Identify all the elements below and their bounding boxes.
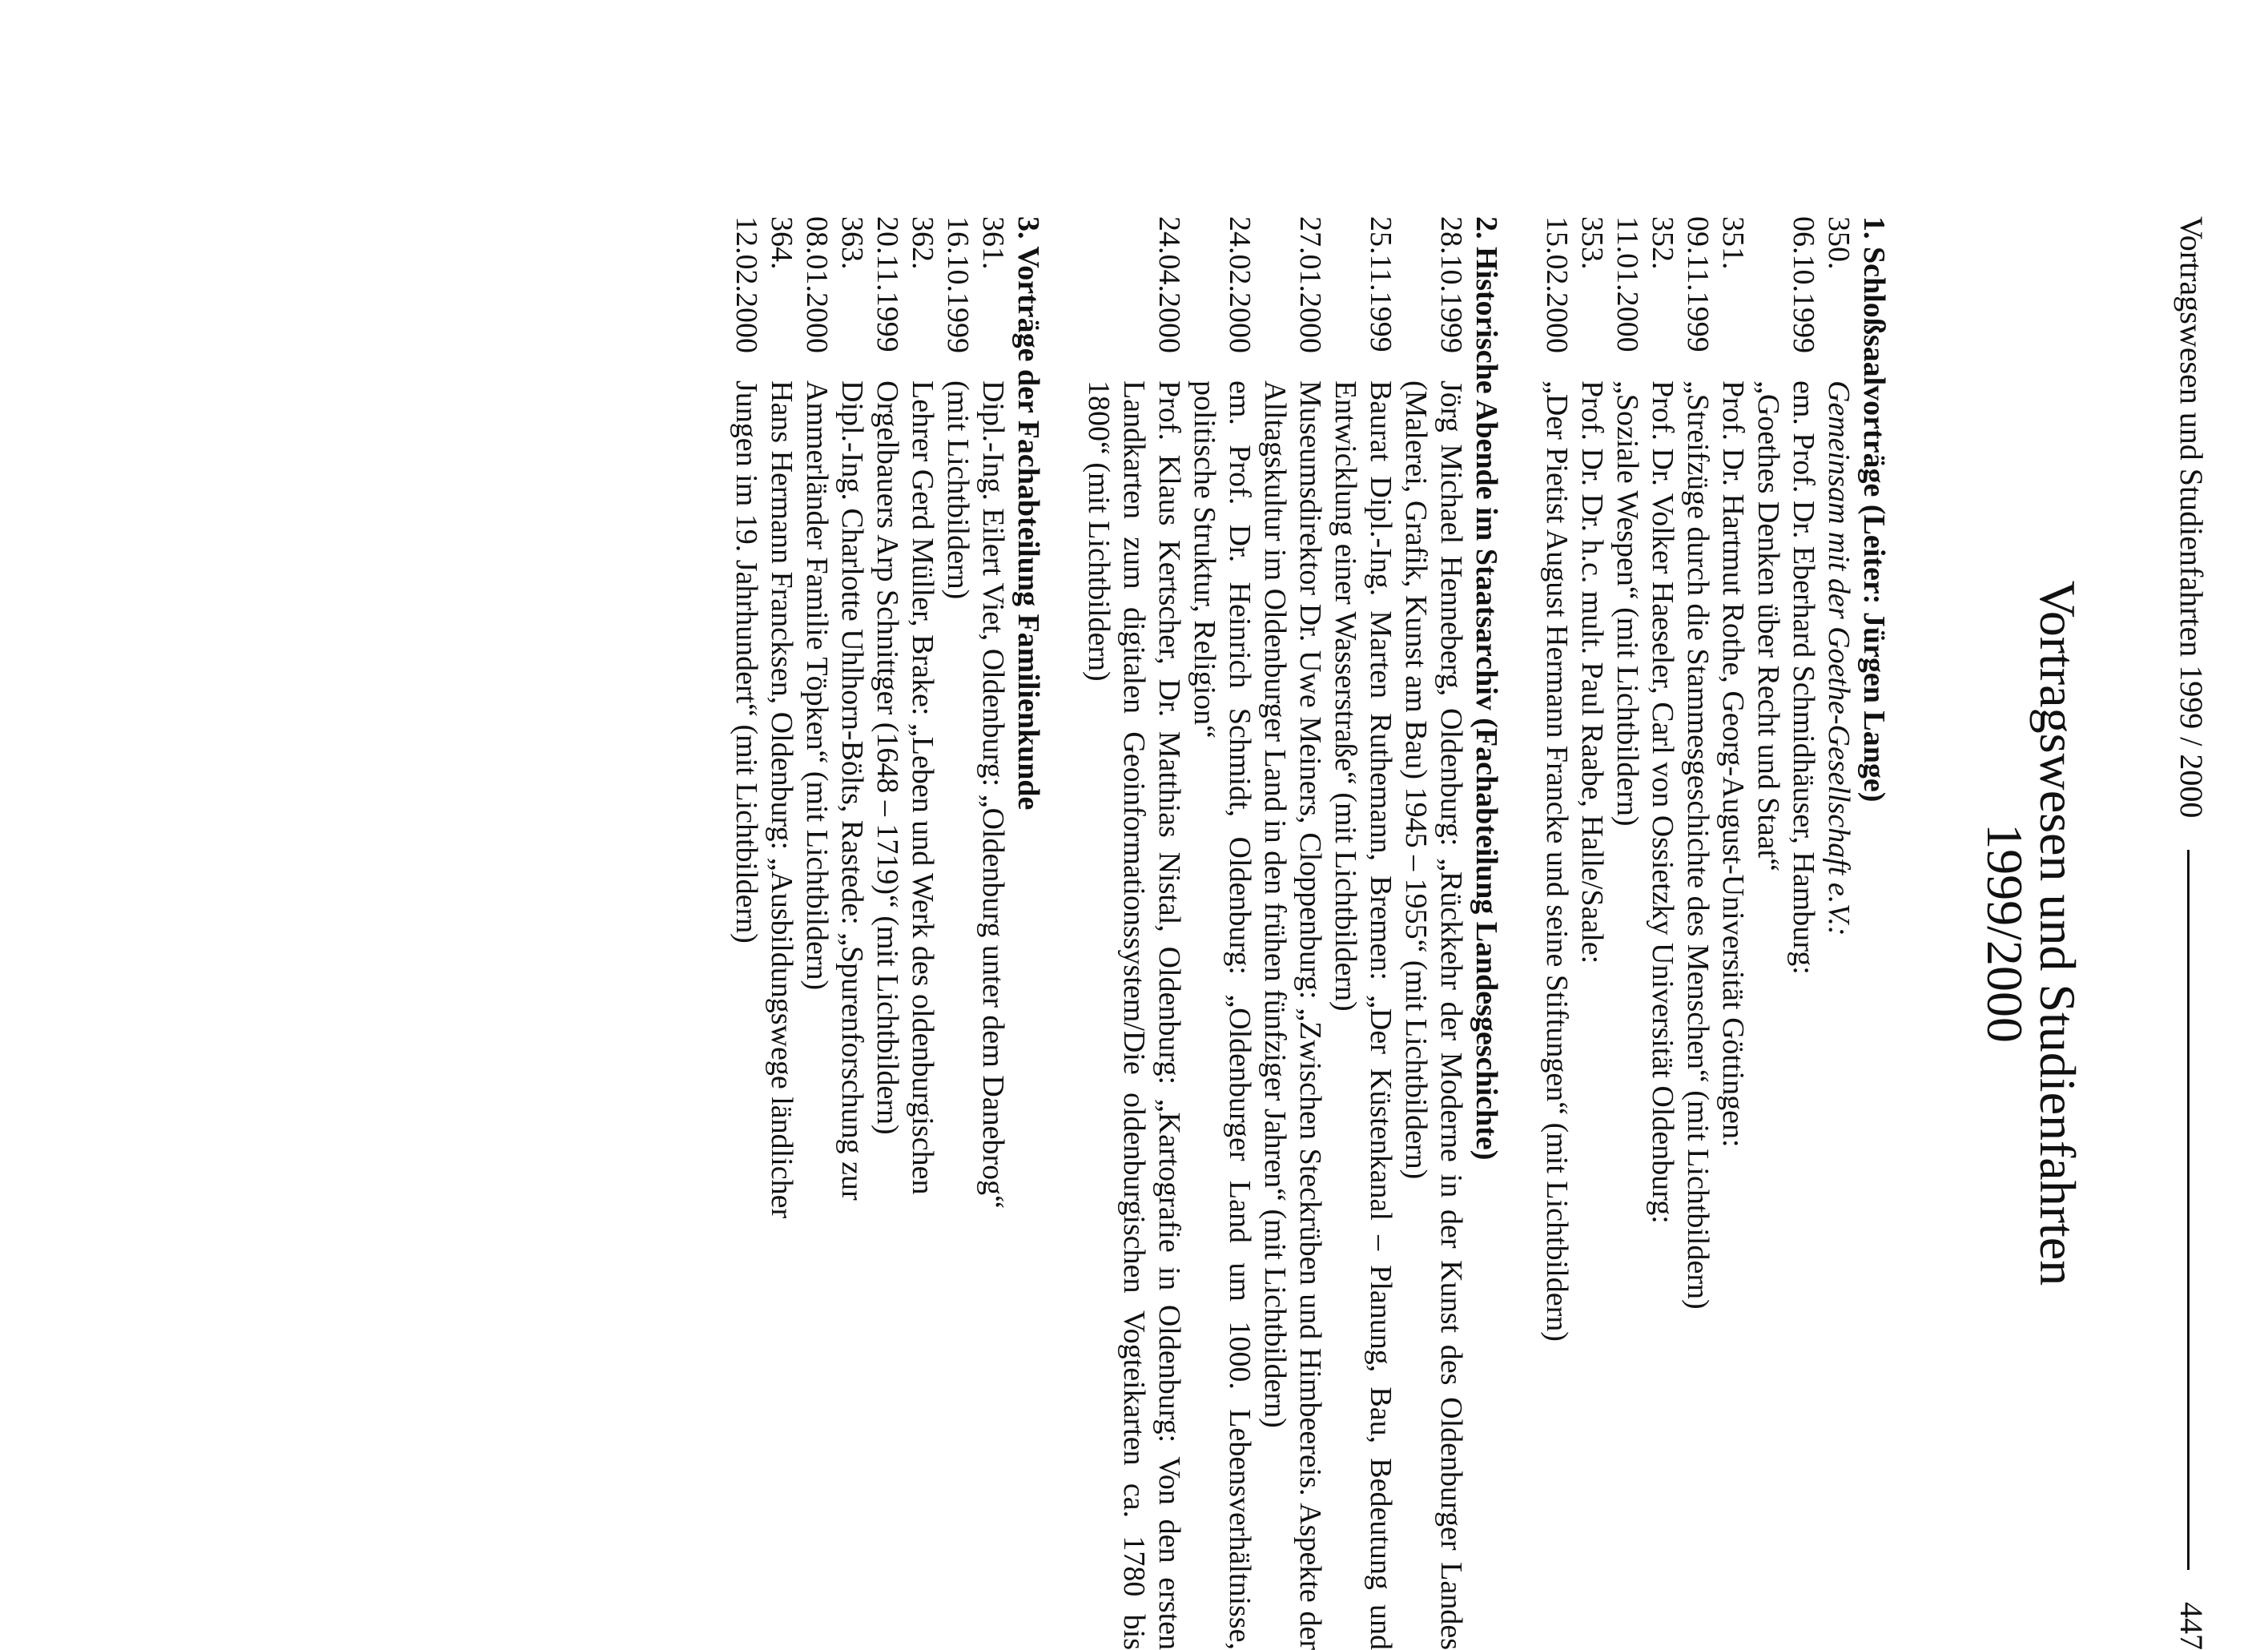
- entry-number: 350.: [1822, 216, 1856, 270]
- entry-text: Prof. Klaus Kertscher, Dr. Matthias Nistal, Oldenburg: „Kartografie in Oldenburg: Von den ersten Landkarten zum digitalen Geoinformationssystem/Die oldenburgischen Vogteikarten ca. 1780 bis 1800“ (mit Lichtbildern): [1082, 380, 1186, 1650]
- entry-text: Dipl.-Ing. Eilert Viet, Oldenburg: „Oldenburg unter dem Danebrog“: [976, 380, 1010, 1209]
- entry-text: Hans Hermann Francksen, Oldenburg: „Ausbildungswege ländlicher: [765, 380, 798, 1219]
- list-item: [1574, 216, 1610, 1650]
- list-item: [1257, 216, 1328, 1650]
- entry-number: 351.: [1716, 216, 1750, 270]
- running-head-rule: [2188, 850, 2190, 1570]
- section-schlosssaalvortraege: [1539, 216, 1892, 1650]
- entry-text: Gemeinsam mit der Goethe-Gesellschaft e.V.:: [1822, 380, 1856, 936]
- list-item: [905, 216, 940, 1650]
- entry-date: 15.02.2000: [1540, 216, 1574, 353]
- entry-text: Prof. Dr. Dr. h.c. mult. Paul Raabe, Halle/Saale:: [1575, 380, 1609, 964]
- section-heading: 3. Vorträge der Fachabteilung Familienkunde: [1011, 216, 1045, 811]
- page-number: 447: [2174, 1602, 2210, 1650]
- entry-text: Lehrer Gerd Müller, Brake: „Leben und Werk des oldenburgischen: [906, 380, 939, 1195]
- list-item: [764, 216, 799, 1650]
- page-title-line-1: Vortragswesen und Studienfahrten: [2029, 580, 2086, 1286]
- list-item: [1645, 216, 1680, 1650]
- list-item: [1610, 216, 1645, 1650]
- entry-text: Dipl.-Ing. Charlotte Uhlhorn-Bölts, Rastede: „Spurenforschung zur: [835, 380, 869, 1201]
- entry-number: 364.: [765, 216, 798, 270]
- entry-text: „Soziale Wespen“ (mit Lichtbildern): [1611, 380, 1644, 827]
- entry-date: 25.11.1999: [1364, 216, 1397, 352]
- list-item: [729, 216, 764, 1650]
- running-head-title: Vortragswesen und Studienfahrten 1999 / 2000: [2174, 216, 2210, 819]
- entry-number: 353.: [1575, 216, 1609, 270]
- entry-number: 352.: [1646, 216, 1679, 270]
- running-head: [2164, 216, 2220, 1650]
- list-item: [1680, 216, 1715, 1650]
- page-title-line-2: 1999/2000: [1976, 823, 2033, 1043]
- entry-date: 06.10.1999: [1787, 216, 1820, 353]
- entry-text: „Der Pietist August Hermann Francke und seine Stiftungen“ (mit Lichtbildern): [1540, 380, 1574, 1342]
- section-familienkunde: [729, 216, 1046, 1650]
- entry-text: Jörg Michael Henneberg, Oldenburg: „Rückkehr der Moderne in der Kunst des Oldenburger Landes (Malerei, Grafik, Kunst am Bau) 1945 – 1955“ (mit Lichtbildern): [1399, 380, 1468, 1650]
- list-item: [1081, 216, 1187, 1650]
- section-heading: 1. Schloßsaalvorträge (Leiter: Jürgen Lange): [1857, 216, 1891, 803]
- list-item: [975, 216, 1011, 1650]
- entry-date: 12.02.2000: [730, 216, 763, 353]
- section-historische-abende: [1081, 216, 1504, 1650]
- section-heading: 2. Historische Abende im Staatsarchiv (Fachabteilung Landesgeschichte): [1470, 216, 1503, 1161]
- entry-text: „Streifzüge durch die Stammesgeschichte des Menschen“ (mit Lichtbildern): [1681, 380, 1715, 1310]
- list-item: [1786, 216, 1821, 1650]
- list-item: [1751, 216, 1786, 1650]
- document-body: [694, 216, 1892, 1650]
- entry-date: 24.04.2000: [1152, 216, 1186, 353]
- entry-text: (mit Lichtbildern): [941, 380, 975, 600]
- entry-text: Prof. Dr. Hartmut Rothe, Georg-August-Universität Göttingen:: [1716, 380, 1750, 1148]
- list-item: [1715, 216, 1751, 1650]
- entry-date: 20.11.1999: [871, 216, 904, 352]
- entry-date: 28.10.1999: [1434, 216, 1468, 353]
- entry-number: 363.: [835, 216, 869, 270]
- list-item: [799, 216, 834, 1650]
- entry-text: „Goethes Denken über Recht und Staat“: [1751, 380, 1785, 872]
- entry-date: 09.11.1999: [1681, 216, 1715, 352]
- list-item: [1398, 216, 1469, 1650]
- entry-date: 08.01.2000: [800, 216, 834, 353]
- list-item: [834, 216, 870, 1650]
- list-item: [870, 216, 905, 1650]
- entry-text: Orgelbauers Arp Schnittger (1648 – 1719)“ (mit Lichtbildern): [871, 380, 904, 1135]
- entry-date: 24.02.2000: [1223, 216, 1257, 353]
- entry-text: em. Prof. Dr. Eberhard Schmidhäuser, Hamburg:: [1787, 380, 1820, 975]
- entry-text: Museumsdirektor Dr. Uwe Meiners, Cloppenburg: „Zwischen Steckrüben und Himbeereis. Aspekte der Alltagskultur im Oldenburger Land in den frühen fünfziger Jahren“ (mit Lichtbildern): [1258, 380, 1327, 1650]
- list-item: [1821, 216, 1856, 1650]
- entry-text: Baurat Dipl.-Ing. Marten Ruthemann, Bremen: „Der Küstenkanal – Planung, Bau, Bedeutung und Entwicklung einer Wasserstraße“ (mit Lichtbildern): [1329, 380, 1397, 1650]
- entry-date: 27.01.2000: [1293, 216, 1327, 353]
- entry-text: Prof. Dr. Volker Haeseler, Carl von Ossietzky Universität Oldenburg:: [1646, 380, 1679, 1224]
- list-item: [1187, 216, 1257, 1650]
- list-item: [1539, 216, 1574, 1650]
- entry-text: Ammerländer Familie Töpken“ (mit Lichtbildern): [800, 380, 834, 991]
- page-title: [1978, 216, 2084, 1650]
- entry-text: em. Prof. Dr. Heinrich Schmidt, Oldenburg: „Oldenburger Land um 1000. Lebensverhältnisse, politische Struktur, Religion“: [1188, 380, 1257, 1650]
- entry-text: Jungen im 19. Jahrhundert“ (mit Lichtbildern): [730, 380, 763, 944]
- entry-date: 11.01.2000: [1611, 216, 1644, 352]
- list-item: [940, 216, 975, 1650]
- entry-number: 361.: [976, 216, 1010, 270]
- list-item: [1328, 216, 1398, 1650]
- entry-date: 16.10.1999: [941, 216, 975, 353]
- entry-number: 362.: [906, 216, 939, 270]
